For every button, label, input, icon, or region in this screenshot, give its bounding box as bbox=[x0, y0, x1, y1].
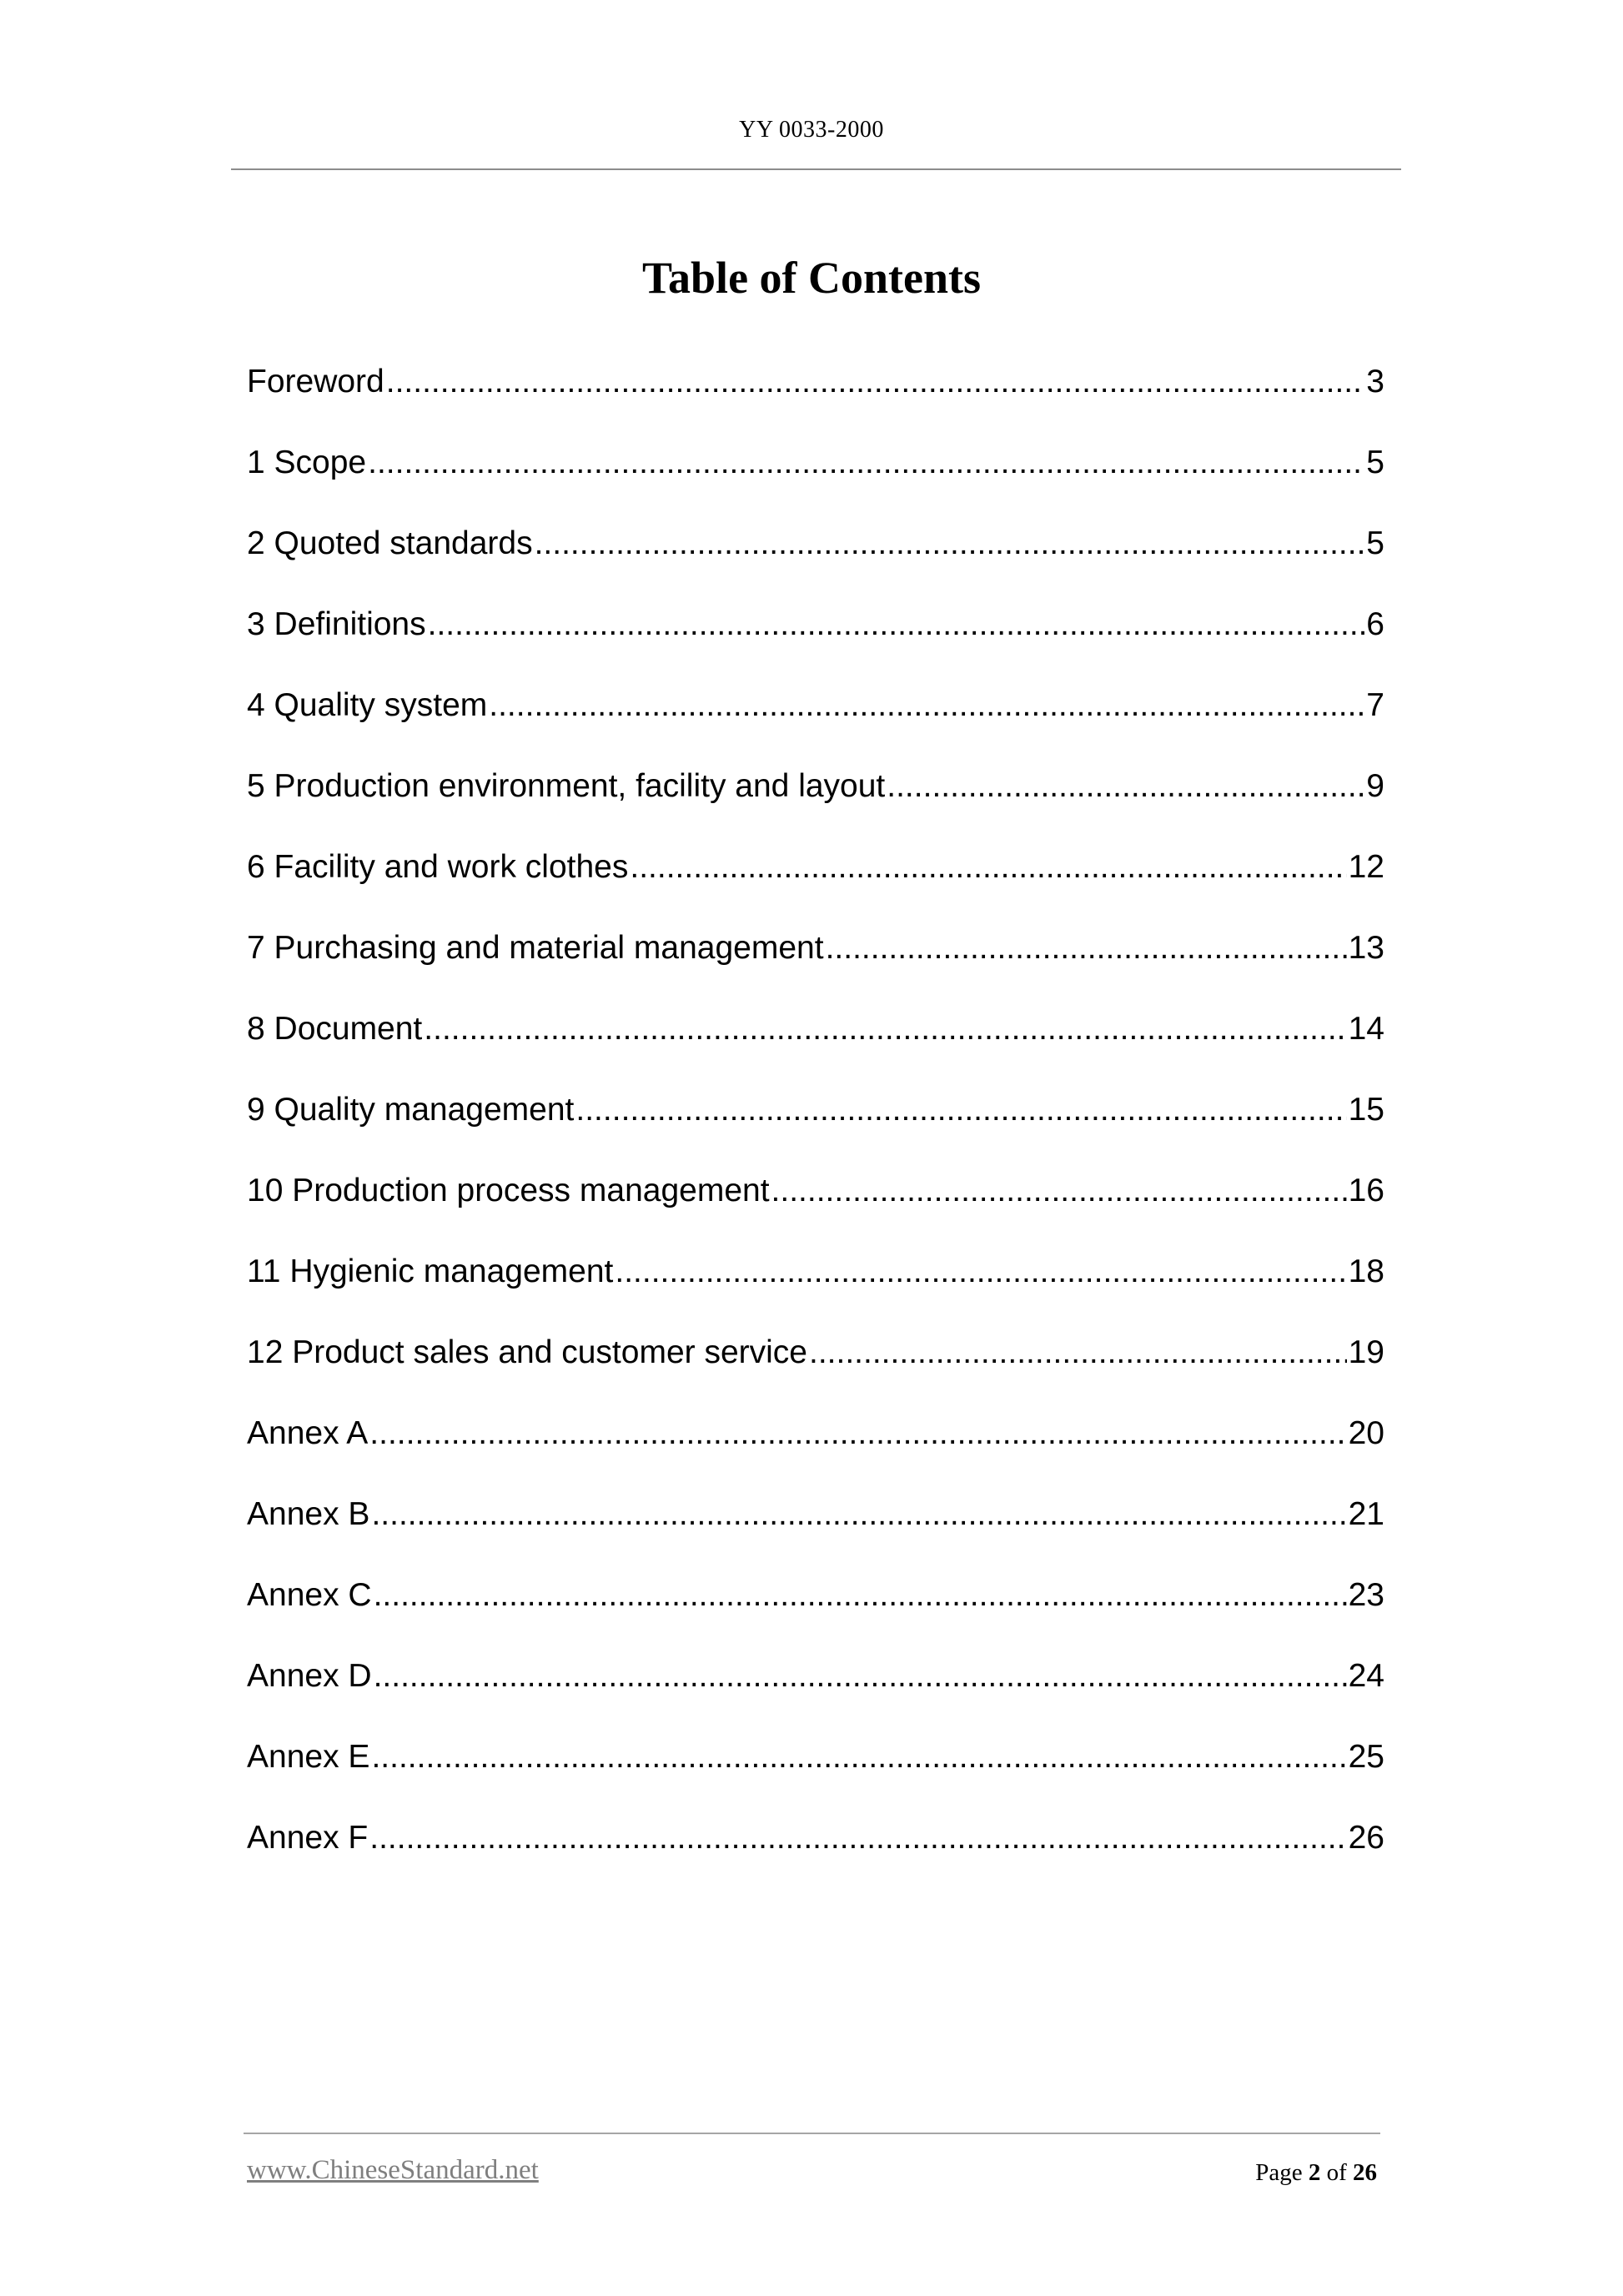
toc-entry-label: 2 Quoted standards bbox=[247, 525, 533, 561]
toc-dot-leader bbox=[368, 431, 1364, 495]
toc-page-number: 5 bbox=[1366, 445, 1384, 480]
header-divider bbox=[231, 168, 1401, 170]
toc-page-number: 5 bbox=[1366, 525, 1384, 561]
toc-entry-label: 8 Document bbox=[247, 1011, 423, 1047]
toc-dot-leader bbox=[369, 1402, 1346, 1465]
toc-page-number: 3 bbox=[1366, 364, 1384, 399]
toc-entry-label: 3 Definitions bbox=[247, 606, 426, 642]
running-header: YY 0033-2000 bbox=[739, 117, 884, 143]
toc-dot-leader bbox=[535, 512, 1365, 575]
toc-page-number: 12 bbox=[1348, 849, 1384, 885]
toc-entry-label: 12 Product sales and customer service bbox=[247, 1334, 807, 1370]
toc-entry-annex-c[interactable] bbox=[247, 1564, 1384, 1645]
toc-dot-leader bbox=[424, 997, 1346, 1061]
toc-entry-label: Annex D bbox=[247, 1658, 372, 1694]
toc-dot-leader bbox=[371, 1726, 1346, 1789]
toc-entry-annex-d[interactable] bbox=[247, 1645, 1384, 1726]
toc-entry-quoted-standards[interactable] bbox=[247, 512, 1384, 593]
footer-website-link[interactable]: www.ChineseStandard.net bbox=[247, 2155, 539, 2185]
table-of-contents bbox=[247, 350, 1384, 1887]
toc-page-number: 15 bbox=[1348, 1092, 1384, 1128]
toc-entry-production-process[interactable] bbox=[247, 1159, 1384, 1240]
toc-page-number: 24 bbox=[1348, 1658, 1384, 1694]
toc-entry-label: 6 Facility and work clothes bbox=[247, 849, 629, 885]
toc-page-number: 14 bbox=[1348, 1011, 1384, 1047]
toc-entry-label: 7 Purchasing and material management bbox=[247, 930, 824, 966]
footer-divider bbox=[244, 2133, 1380, 2134]
toc-dot-leader bbox=[615, 1240, 1346, 1304]
toc-page-number: 20 bbox=[1348, 1415, 1384, 1451]
toc-entry-hygienic-management[interactable] bbox=[247, 1240, 1384, 1321]
toc-entry-quality-system[interactable] bbox=[247, 674, 1384, 755]
toc-entry-label: Annex B bbox=[247, 1496, 370, 1532]
page-of: of bbox=[1326, 2159, 1347, 2186]
toc-entry-label: Annex F bbox=[247, 1820, 369, 1856]
toc-entry-scope[interactable] bbox=[247, 431, 1384, 512]
toc-entry-quality-management[interactable] bbox=[247, 1078, 1384, 1159]
toc-entry-label: Foreword bbox=[247, 364, 384, 399]
toc-dot-leader bbox=[809, 1321, 1347, 1384]
toc-dot-leader bbox=[575, 1078, 1346, 1142]
toc-page-number: 26 bbox=[1348, 1820, 1384, 1856]
footer-page-number bbox=[1255, 2159, 1377, 2187]
toc-dot-leader bbox=[630, 836, 1346, 899]
toc-dot-leader bbox=[386, 350, 1365, 414]
toc-entry-label: Annex E bbox=[247, 1739, 370, 1775]
toc-dot-leader bbox=[489, 674, 1364, 737]
toc-entry-facility-work-clothes[interactable] bbox=[247, 836, 1384, 917]
toc-page-number: 7 bbox=[1366, 687, 1384, 723]
toc-page-number: 23 bbox=[1348, 1577, 1384, 1613]
toc-dot-leader bbox=[771, 1159, 1347, 1223]
toc-entry-annex-f[interactable] bbox=[247, 1806, 1384, 1887]
toc-entry-label: Annex C bbox=[247, 1577, 372, 1613]
toc-entry-production-environment[interactable] bbox=[247, 755, 1384, 836]
toc-page-number: 21 bbox=[1348, 1496, 1384, 1532]
page-total: 26 bbox=[1353, 2159, 1377, 2186]
toc-entry-label: 1 Scope bbox=[247, 445, 367, 480]
toc-page-number: 16 bbox=[1348, 1173, 1384, 1208]
toc-entry-product-sales[interactable] bbox=[247, 1321, 1384, 1402]
toc-dot-leader bbox=[374, 1645, 1347, 1708]
toc-entry-purchasing[interactable] bbox=[247, 917, 1384, 997]
toc-page-number: 25 bbox=[1348, 1739, 1384, 1775]
toc-entry-annex-a[interactable] bbox=[247, 1402, 1384, 1483]
toc-entry-label: Annex A bbox=[247, 1415, 369, 1451]
toc-page-number: 13 bbox=[1348, 930, 1384, 966]
toc-dot-leader bbox=[374, 1564, 1347, 1627]
toc-entry-label: 10 Production process management bbox=[247, 1173, 770, 1208]
toc-page-number: 9 bbox=[1366, 768, 1384, 804]
toc-entry-definitions[interactable] bbox=[247, 593, 1384, 674]
page-title: Table of Contents bbox=[641, 253, 982, 304]
toc-page-number: 6 bbox=[1366, 606, 1384, 642]
toc-dot-leader bbox=[887, 755, 1364, 818]
page-current: 2 bbox=[1308, 2159, 1321, 2186]
page-prefix: Page bbox=[1255, 2159, 1303, 2186]
toc-page-number: 19 bbox=[1348, 1334, 1384, 1370]
toc-dot-leader bbox=[369, 1806, 1346, 1870]
toc-entry-foreword[interactable] bbox=[247, 350, 1384, 431]
toc-entry-label: 11 Hygienic management bbox=[247, 1254, 614, 1289]
toc-entry-label: 5 Production environment, facility and layout bbox=[247, 768, 886, 804]
toc-entry-annex-e[interactable] bbox=[247, 1726, 1384, 1806]
toc-entry-annex-b[interactable] bbox=[247, 1483, 1384, 1564]
toc-entry-label: 4 Quality system bbox=[247, 687, 488, 723]
toc-entry-label: 9 Quality management bbox=[247, 1092, 575, 1128]
toc-page-number: 18 bbox=[1348, 1254, 1384, 1289]
toc-dot-leader bbox=[371, 1483, 1346, 1546]
toc-dot-leader bbox=[826, 917, 1347, 980]
toc-entry-document[interactable] bbox=[247, 997, 1384, 1078]
toc-dot-leader bbox=[428, 593, 1365, 656]
